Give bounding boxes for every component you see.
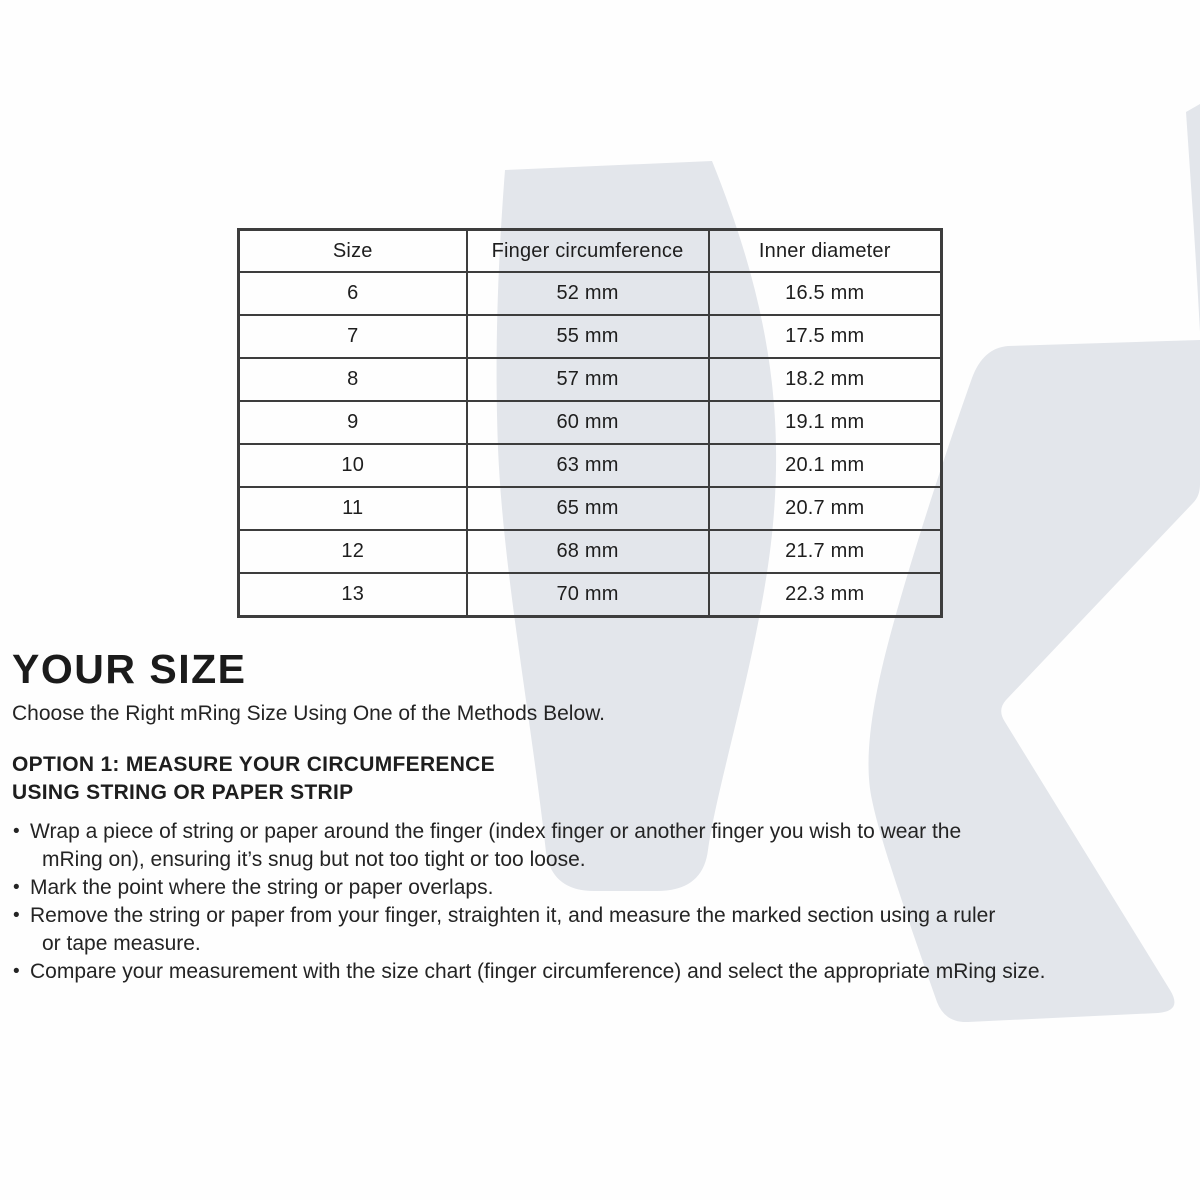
bullet-line: • Compare your measurement with the size chart (finger circumference) and select the appropriate mRing size. xyxy=(0,958,1190,986)
table-row xyxy=(239,315,942,358)
table-cell-circumference: 52 mm xyxy=(467,272,709,315)
table-cell-size: 11 xyxy=(239,487,467,530)
table-cell-diameter: 19.1 mm xyxy=(709,401,942,444)
header-finger-circumference: Finger circumference xyxy=(467,230,709,273)
bullet-line: • Mark the point where the string or paper overlaps. xyxy=(0,874,1190,902)
table-row xyxy=(239,573,942,617)
bullet-line-continuation: or tape measure. xyxy=(42,932,201,955)
table-cell-size: 6 xyxy=(239,272,467,315)
table-cell-size: 12 xyxy=(239,530,467,573)
bullet-marker-icon: • xyxy=(13,821,20,842)
table-cell-size: 8 xyxy=(239,358,467,401)
page-subtitle: Choose the Right mRing Size Using One of the Methods Below. xyxy=(12,702,605,725)
table-cell-size: 13 xyxy=(239,573,467,617)
table-cell-size: 10 xyxy=(239,444,467,487)
table-cell-diameter: 20.1 mm xyxy=(709,444,942,487)
bullet-line: • Remove the string or paper from your finger, straighten it, and measure the marked section using a ruler xyxy=(0,902,1190,930)
bullet-line-continuation: mRing on), ensuring it’s snug but not too tight or too loose. xyxy=(42,848,586,871)
table-cell-circumference: 60 mm xyxy=(467,401,709,444)
option1-heading-line2: USING STRING OR PAPER STRIP xyxy=(12,781,354,804)
bullet-marker-icon: • xyxy=(13,961,20,982)
bullet-marker-icon: • xyxy=(13,877,20,898)
bullet-line: • Wrap a piece of string or paper around the finger (index finger or another finger you wish to wear the xyxy=(0,818,1190,846)
table-cell-diameter: 16.5 mm xyxy=(709,272,942,315)
table-cell-diameter: 20.7 mm xyxy=(709,487,942,530)
table-cell-size: 9 xyxy=(239,401,467,444)
table-cell-diameter: 22.3 mm xyxy=(709,573,942,617)
header-size: Size xyxy=(239,230,467,273)
table-row xyxy=(239,358,942,401)
table-row xyxy=(239,272,942,315)
table-cell-circumference: 55 mm xyxy=(467,315,709,358)
table-header-row xyxy=(239,230,942,273)
table-cell-circumference: 70 mm xyxy=(467,573,709,617)
table-cell-diameter: 18.2 mm xyxy=(709,358,942,401)
header-inner-diameter: Inner diameter xyxy=(709,230,942,273)
bullet-marker-icon: • xyxy=(13,905,20,926)
table-cell-circumference: 57 mm xyxy=(467,358,709,401)
table-cell-circumference: 65 mm xyxy=(467,487,709,530)
table-row xyxy=(239,487,942,530)
table-cell-diameter: 21.7 mm xyxy=(709,530,942,573)
table-cell-diameter: 17.5 mm xyxy=(709,315,942,358)
table-row xyxy=(239,530,942,573)
option1-heading xyxy=(12,751,495,807)
ring-size-table xyxy=(237,228,943,618)
page-title: YOUR SIZE xyxy=(12,646,247,692)
table-row xyxy=(239,401,942,444)
option1-heading-line1: OPTION 1: MEASURE YOUR CIRCUMFERENCE xyxy=(12,753,495,776)
table-cell-size: 7 xyxy=(239,315,467,358)
table-row xyxy=(239,444,942,487)
table-cell-circumference: 63 mm xyxy=(467,444,709,487)
instruction-bullets xyxy=(0,818,1190,986)
table-cell-circumference: 68 mm xyxy=(467,530,709,573)
